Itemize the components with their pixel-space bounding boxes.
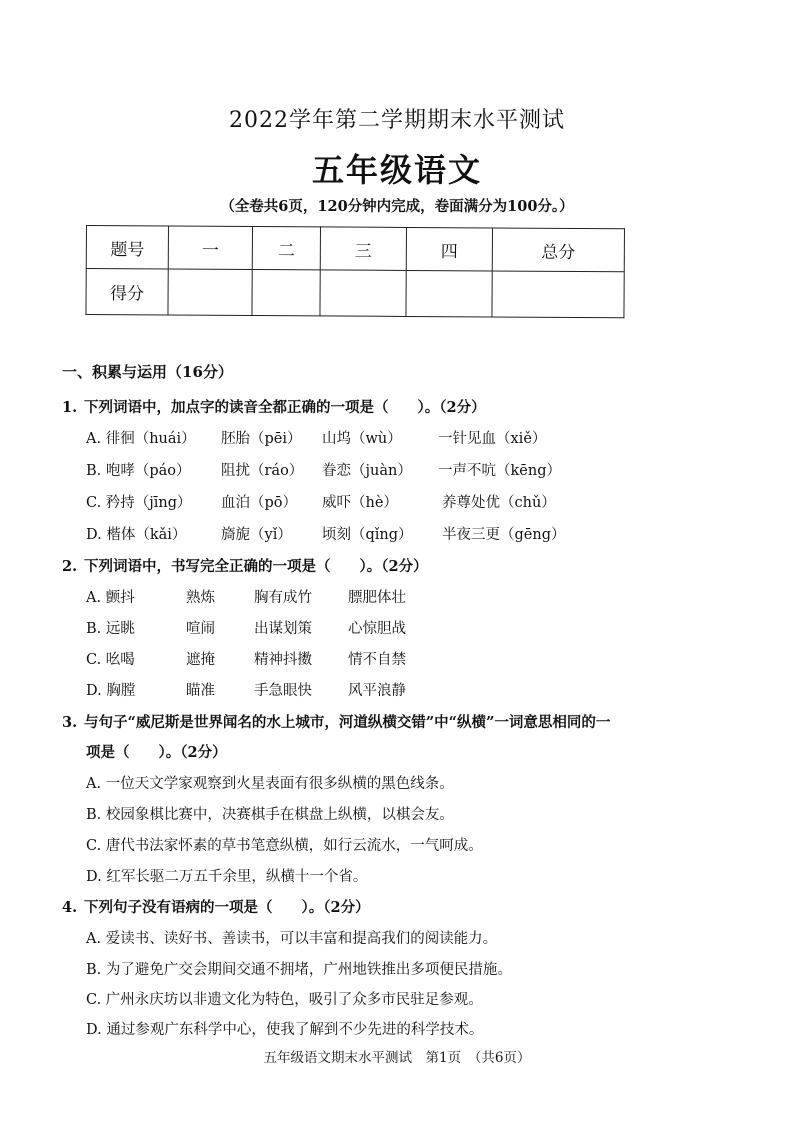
option-item: D. 胸膛	[86, 683, 136, 699]
question-3	[62, 711, 610, 732]
option-item: 胸有成竹	[254, 590, 312, 606]
option-d: D. 红军长驱二万五千余里，纵横十一个省。	[86, 869, 368, 885]
option-item: 风平浪静	[348, 683, 406, 699]
question-number: 2.	[62, 558, 78, 575]
option-item: 顷刻（qǐng）	[322, 527, 413, 543]
question-1	[62, 396, 486, 417]
question-stem: 下列词语中，加点字的读音全都正确的一项是（ ）。（2分）	[84, 399, 486, 416]
score-cell[interactable]	[492, 271, 624, 318]
score-header-cell: 一	[168, 226, 252, 270]
question-number: 3.	[62, 714, 78, 731]
option-item: A. 徘徊（huái）	[86, 431, 196, 447]
option-item: 瞄准	[186, 683, 215, 699]
option-item: 喧闹	[186, 621, 215, 637]
score-header-cell: 总分	[492, 228, 624, 272]
option-item: 血泊（pō）	[221, 495, 298, 511]
option-d: D. 通过参观广东科学中心，使我了解到不少先进的科学技术。	[86, 1022, 484, 1038]
option-b: B. 校园象棋比赛中，决赛棋手在棋盘上纵横，以棋会友。	[86, 807, 454, 823]
option-item: A. 颤抖	[86, 590, 135, 606]
subject-title: 五年级语文	[311, 151, 482, 189]
score-cell[interactable]	[168, 269, 252, 316]
exam-note: （全卷共6页，120分钟内完成，卷面满分为100分。）	[220, 198, 574, 215]
exam-title: 2022学年第二学期期末水平测试	[229, 108, 565, 133]
option-b: B. 为了避免广交会期间交通不拥堵，广州地铁推出多项便民措施。	[86, 962, 512, 978]
score-row-label: 得分	[86, 269, 168, 316]
option-item: 心惊胆战	[348, 621, 406, 637]
score-cell[interactable]	[406, 270, 492, 317]
option-item: 出谋划策	[254, 621, 312, 637]
option-item: 情不自禁	[348, 652, 406, 668]
option-item: B. 远眺	[86, 621, 135, 637]
question-4	[62, 896, 370, 917]
score-header-cell: 二	[252, 227, 320, 270]
option-item: 养尊处优（chǔ）	[442, 495, 556, 511]
question-stem: 下列词语中，书写完全正确的一项是（ ）。（2分）	[84, 558, 428, 575]
option-item: 威吓（hè）	[322, 495, 398, 511]
option-item: 一针见血（xiě）	[438, 431, 547, 447]
option-item: 一声不吭（kēng）	[438, 463, 561, 479]
page-footer: 五年级语文期末水平测试 第1页 （共6页）	[263, 1050, 531, 1066]
score-cell[interactable]	[320, 270, 406, 317]
score-table-header-row	[86, 226, 624, 272]
option-c: C. 唐代书法家怀素的草书笔意纵横，如行云流水，一气呵成。	[86, 838, 483, 854]
option-a: A. 一位天文学家观察到火星表面有很多纵横的黑色线条。	[86, 776, 454, 792]
option-item: 熟炼	[186, 590, 215, 606]
score-header-cell: 三	[320, 227, 406, 271]
option-a: A. 爱读书、读好书、善读书，可以丰富和提高我们的阅读能力。	[86, 931, 498, 947]
score-table	[85, 225, 625, 318]
question-stem: 下列句子没有语病的一项是（ ）。（2分）	[84, 899, 370, 916]
score-header-cell: 四	[406, 227, 492, 271]
option-item: 阻扰（ráo）	[221, 463, 304, 479]
score-table-score-row	[86, 269, 624, 318]
option-item: 手急眼快	[254, 683, 312, 699]
option-item: B. 咆哮（páo）	[86, 463, 191, 479]
question-stem: 与句子“威尼斯是世界闻名的水上城市，河道纵横交错”中“纵横”一词意思相同的一	[84, 714, 611, 731]
option-item: 胚胎（pēi）	[221, 431, 302, 447]
option-item: 半夜三更（gēng）	[442, 527, 566, 543]
option-c: C. 广州永庆坊以非遗文化为特色，吸引了众多市民驻足参观。	[86, 992, 483, 1008]
option-item: 旖旎（yǐ）	[221, 527, 292, 543]
option-item: C. 矜持（jīng）	[86, 495, 192, 511]
option-item: C. 吆喝	[86, 652, 135, 668]
question-2	[62, 555, 428, 576]
section-heading: 一、积累与运用（16分）	[62, 363, 233, 381]
option-item: 膘肥体壮	[348, 590, 406, 606]
option-item: D. 楷体（kǎi）	[86, 527, 187, 543]
question-number: 1.	[62, 399, 78, 416]
option-item: 山坞（wù）	[322, 431, 402, 447]
question-3-stem-continued: 项是（ ）。（2分）	[86, 744, 227, 761]
option-item: 遮掩	[186, 652, 215, 668]
option-item: 眷恋（juàn）	[322, 463, 412, 479]
score-cell[interactable]	[252, 270, 320, 316]
score-header-cell: 题号	[86, 226, 168, 270]
option-item: 精神抖擞	[254, 652, 312, 668]
question-number: 4.	[62, 899, 78, 916]
